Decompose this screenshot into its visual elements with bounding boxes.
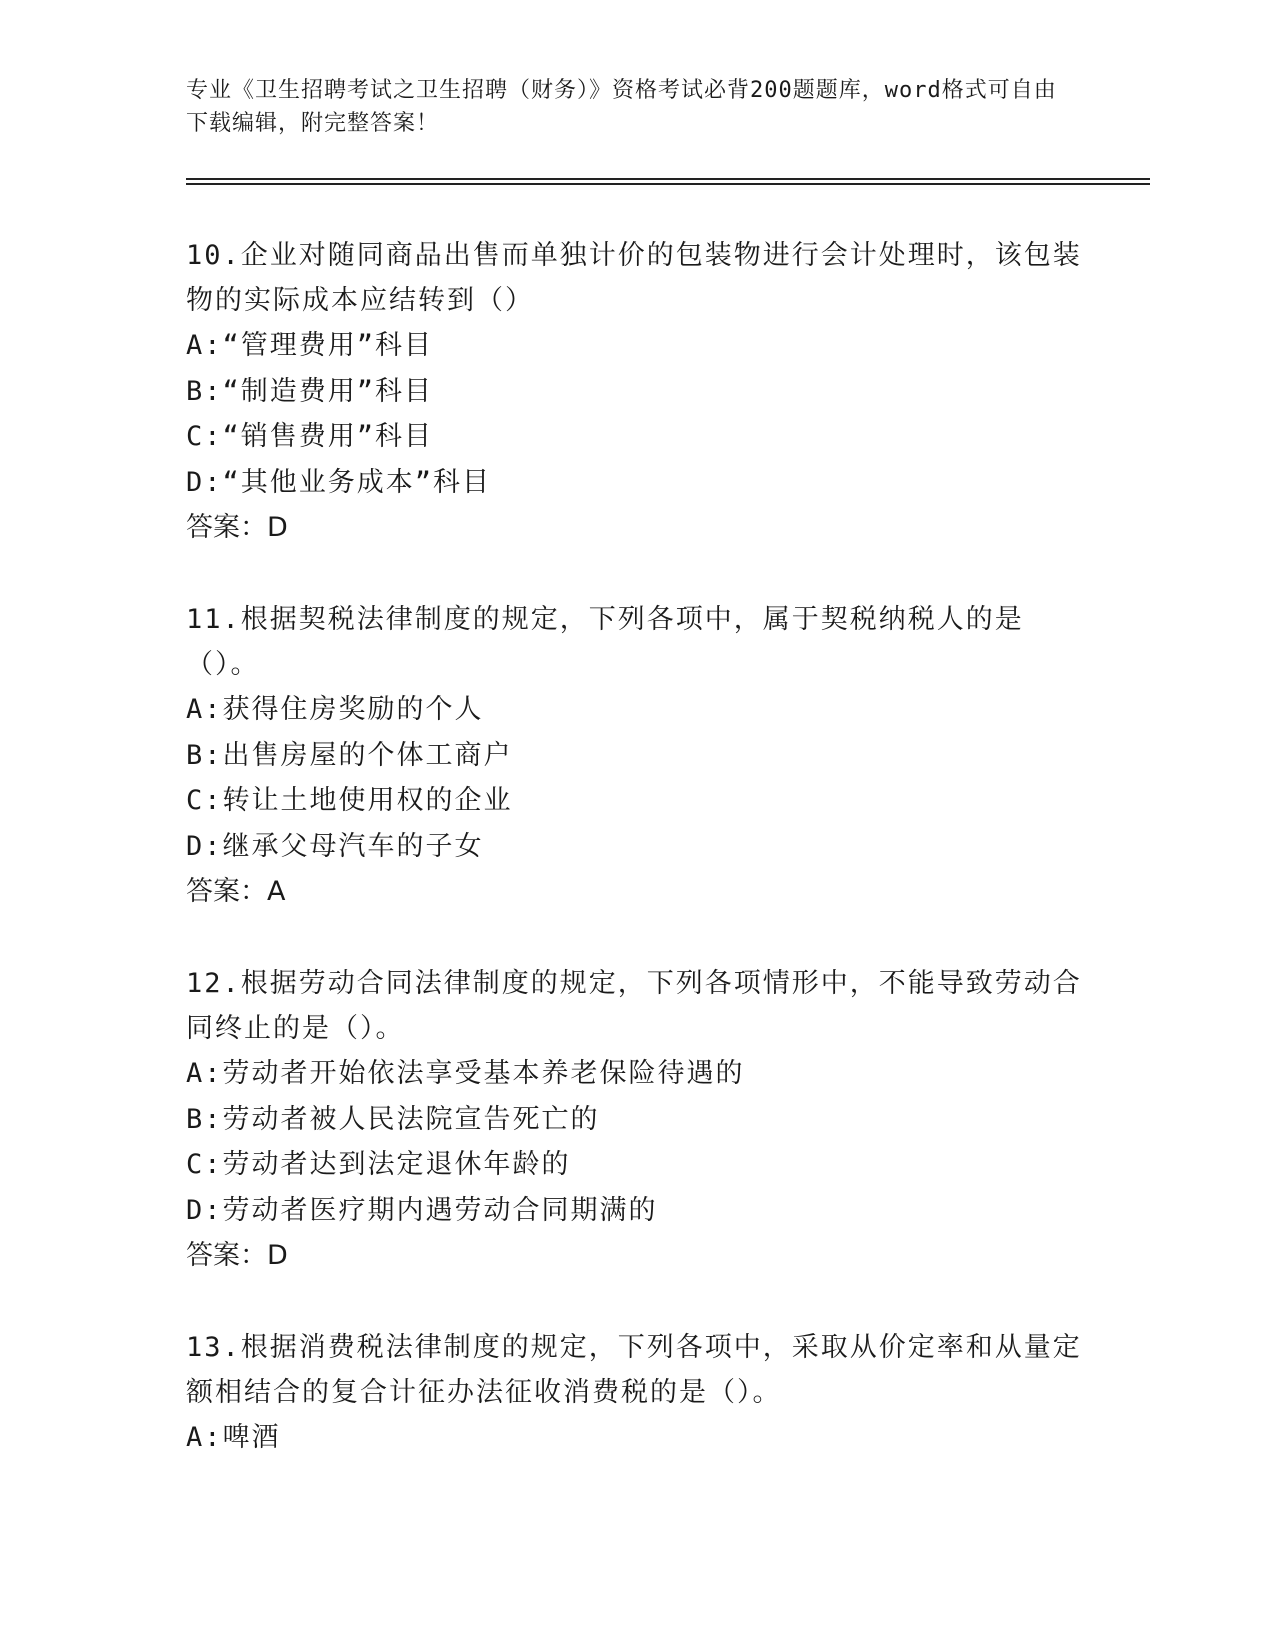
question-11 [186,597,1086,914]
option-a: A:啤酒 [186,1422,281,1453]
question-13 [186,1325,1086,1461]
answer: 答案：D [186,1240,288,1271]
option-d: D:“其他业务成本”科目 [186,466,492,498]
answer: 答案：D [186,512,288,543]
option-d: D:劳动者医疗期内遇劳动合同期满的 [186,1194,658,1226]
option-c: C:“销售费用”科目 [186,421,434,452]
option-b: B:劳动者被人民法院宣告死亡的 [186,1103,600,1135]
option-b: B:出售房屋的个体工商户 [186,739,513,771]
option-a: A:获得住房奖励的个人 [186,694,484,725]
question-12 [186,961,1086,1278]
option-d: D:继承父母汽车的子女 [186,830,484,862]
option-c: C:劳动者达到法定退休年龄的 [186,1149,571,1180]
answer: 答案：A [186,876,286,907]
question-10 [186,233,1086,550]
question-stem: 11.根据契税法律制度的规定，下列各项中，属于契税纳税人的是（）。 [186,604,1024,680]
question-stem: 10.企业对随同商品出售而单独计价的包装物进行会计处理时，该包装物的实际成本应结转到（） [186,240,1082,316]
option-b: B:“制造费用”科目 [186,375,434,407]
header-divider-top [186,178,1150,180]
header-divider-bottom [186,183,1150,185]
option-a: A:劳动者开始依法享受基本养老保险待遇的 [186,1058,745,1089]
option-c: C:转让土地使用权的企业 [186,785,513,816]
question-stem: 12.根据劳动合同法律制度的规定，下列各项情形中，不能导致劳动合同终止的是（）。 [186,968,1082,1044]
question-stem: 13.根据消费税法律制度的规定，下列各项中，采取从价定率和从量定额相结合的复合计征办法征收消费税的是（）。 [186,1332,1082,1408]
option-a: A:“管理费用”科目 [186,330,434,361]
document-header: 专业《卫生招聘考试之卫生招聘（财务）》资格考试必背200题题库，word格式可自由下载编辑，附完整答案！ [186,78,1057,136]
